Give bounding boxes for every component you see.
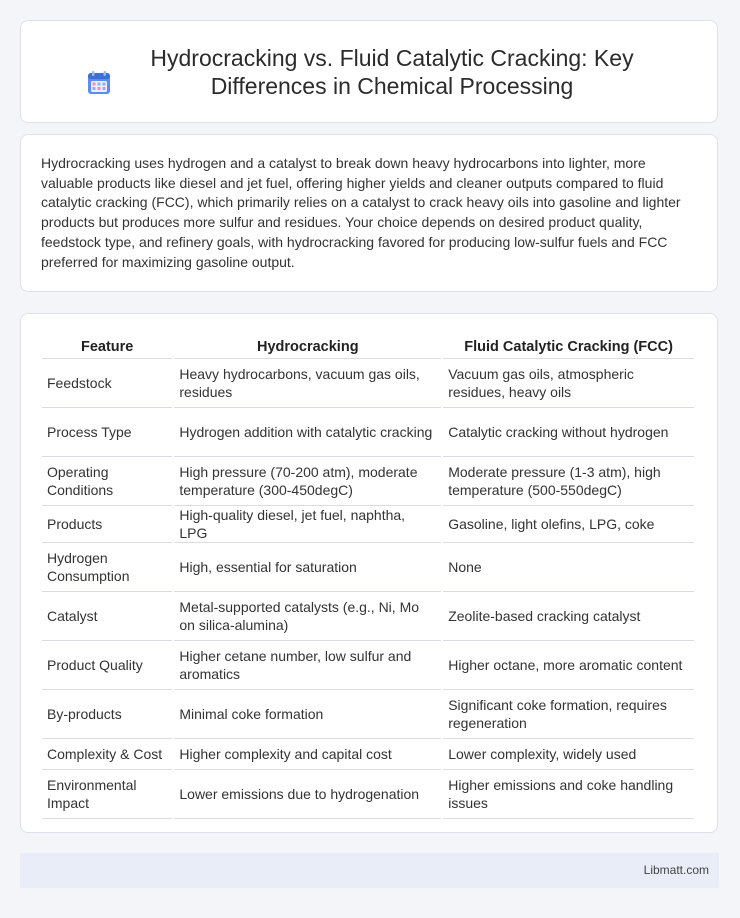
hydrocracking-cell: Higher cetane number, low sulfur and aromatics xyxy=(174,641,441,690)
table-row xyxy=(42,543,694,592)
table-row xyxy=(42,408,694,457)
hydrocracking-cell: Minimal coke formation xyxy=(174,690,441,739)
feature-cell: Product Quality xyxy=(42,641,172,690)
table-header-row xyxy=(42,334,694,359)
fcc-cell: Gasoline, light olefins, LPG, coke xyxy=(443,506,694,543)
table-row xyxy=(42,592,694,641)
title-wrap xyxy=(56,44,682,100)
hydrocracking-cell: High, essential for saturation xyxy=(174,543,441,592)
fcc-cell: Higher emissions and coke handling issues xyxy=(443,770,694,819)
table-row xyxy=(42,770,694,819)
feature-cell: Process Type xyxy=(42,408,172,457)
calendar-icon xyxy=(86,70,112,96)
table-row xyxy=(42,457,694,506)
hydrocracking-cell: Lower emissions due to hydrogenation xyxy=(174,770,441,819)
fcc-cell: Moderate pressure (1-3 atm), high temperature (500-550degC) xyxy=(443,457,694,506)
page-title: Hydrocracking vs. Fluid Catalytic Cracking: Key Differences in Chemical Processing xyxy=(150,44,634,99)
header-feature: Feature xyxy=(42,334,172,359)
table-row xyxy=(42,506,694,543)
header-fcc: Fluid Catalytic Cracking (FCC) xyxy=(443,334,694,359)
feature-cell: Feedstock xyxy=(42,359,172,408)
feature-cell: Environmental Impact xyxy=(42,770,172,819)
feature-cell: Hydrogen Consumption xyxy=(42,543,172,592)
hydrocracking-cell: Heavy hydrocarbons, vacuum gas oils, residues xyxy=(174,359,441,408)
hydrocracking-cell: Hydrogen addition with catalytic cracking xyxy=(174,408,441,457)
feature-cell: Products xyxy=(42,506,172,543)
fcc-cell: None xyxy=(443,543,694,592)
fcc-cell: Lower complexity, widely used xyxy=(443,739,694,770)
feature-cell: Catalyst xyxy=(42,592,172,641)
comparison-table xyxy=(40,334,696,819)
fcc-cell: Higher octane, more aromatic content xyxy=(443,641,694,690)
table-row xyxy=(42,359,694,408)
fcc-cell: Vacuum gas oils, atmospheric residues, heavy oils xyxy=(443,359,694,408)
table-row xyxy=(42,739,694,770)
comparison-table-card xyxy=(20,313,718,833)
table-row xyxy=(42,690,694,739)
intro-card xyxy=(20,134,718,292)
fcc-cell: Zeolite-based cracking catalyst xyxy=(443,592,694,641)
feature-cell: Complexity & Cost xyxy=(42,739,172,770)
hydrocracking-cell: High-quality diesel, jet fuel, naphtha, LPG xyxy=(174,506,441,543)
header-hydrocracking: Hydrocracking xyxy=(174,334,441,359)
table-row xyxy=(42,641,694,690)
feature-cell: By-products xyxy=(42,690,172,739)
intro-paragraph: Hydrocracking uses hydrogen and a catalyst to break down heavy hydrocarbons into lighter, more valuable products like diesel and jet fuel, offering higher yields and cleaner outputs compared to fluid catalytic cracking (FCC), which primarily relies on a catalyst to crack heavy oils into gasoline and lighter products but produces more sulfur and residues. Your choice depends on desired product quality, feedstock type, and refinery goals, with hydrocracking favored for producing low-sulfur fuels and FCC preferred for maximizing gasoline output. xyxy=(41,155,681,270)
footer xyxy=(20,853,719,888)
hydrocracking-cell: High pressure (70-200 atm), moderate temperature (300-450degC) xyxy=(174,457,441,506)
fcc-cell: Significant coke formation, requires regeneration xyxy=(443,690,694,739)
hydrocracking-cell: Metal-supported catalysts (e.g., Ni, Mo on silica-alumina) xyxy=(174,592,441,641)
footer-brand-link[interactable]: Libmatt.com xyxy=(643,863,709,877)
fcc-cell: Catalytic cracking without hydrogen xyxy=(443,408,694,457)
feature-cell: Operating Conditions xyxy=(42,457,172,506)
hydrocracking-cell: Higher complexity and capital cost xyxy=(174,739,441,770)
title-card xyxy=(20,20,718,123)
